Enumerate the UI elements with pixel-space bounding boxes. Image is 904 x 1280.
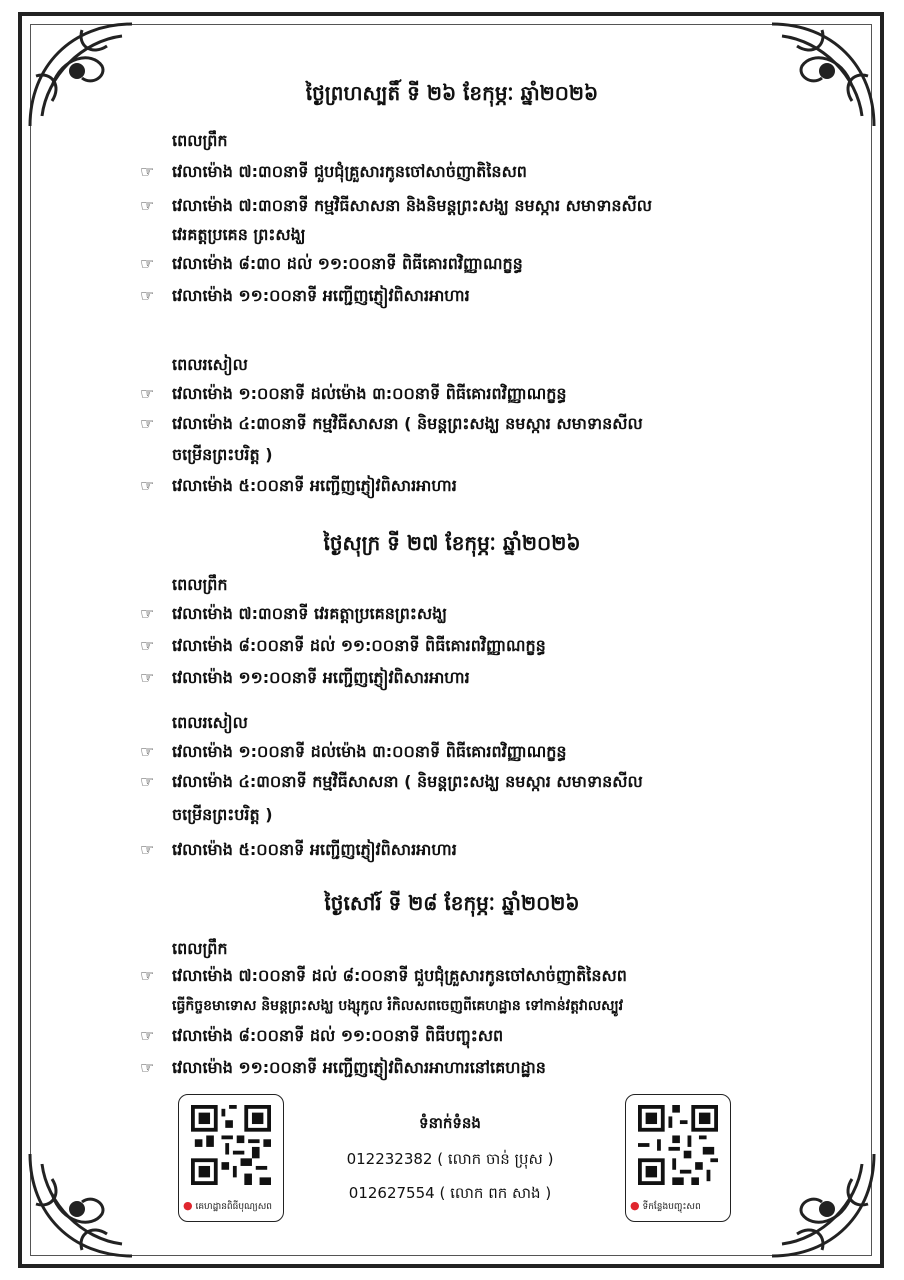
phone-number[interactable]: 012232382 xyxy=(346,1150,433,1168)
schedule-item: ☞ វេលាម៉ោង ១១:០០នាទី អញ្ជើញភ្ញៀវពិសារអាហារ xyxy=(140,282,840,310)
schedule-item: ☞ វេលាម៉ោង ៨:០០នាទី ដល់ ១១:០០នាទី ពិធីគោរពវិញ្ញាណក្ខន្ធ xyxy=(140,632,840,660)
contact-line xyxy=(330,1184,570,1206)
pointing-hand-icon: ☞ xyxy=(140,966,155,985)
pointing-hand-icon: ☞ xyxy=(140,414,155,433)
schedule-item: ☞ វេលាម៉ោង ១:០០នាទី ដល់ម៉ោង ៣:០០នាទី ពិធីគោរពវិញ្ញាណក្ខន្ធ xyxy=(140,738,840,766)
pointing-hand-icon: ☞ xyxy=(140,604,155,623)
pointing-hand-icon: ☞ xyxy=(140,1026,155,1045)
qr-code-card-home[interactable] xyxy=(178,1094,284,1222)
schedule-item-continuation: វេរគត្តប្រគេន ព្រះសង្ឃ xyxy=(172,225,306,244)
schedule-item: ☞ វេលាម៉ោង ៨:៣០ ដល់ ១១:០០នាទី ពិធីគោរពវិញ្ញាណក្ខន្ធ xyxy=(140,250,840,278)
schedule-item: ☞ វេលាម៉ោង ៥:០០នាទី អញ្ជើញភ្ញៀវពិសារអាហារ xyxy=(140,472,840,500)
pointing-hand-icon: ☞ xyxy=(140,742,155,761)
qr-code-icon[interactable] xyxy=(638,1105,718,1185)
schedule-item: ☞ វេលាម៉ោង ៧:៣០នាទី ជួបជុំគ្រួសារកូនចៅសាច់ញាតិនៃសព xyxy=(140,158,840,186)
schedule-item-continuation: ចម្រើនព្រះបរិត្ត ) xyxy=(172,805,273,824)
day-heading: ថ្ងៃព្រហស្បតិ៍ ទី ២៦ ខែកុម្ភៈ ឆ្នាំ២០២៦ xyxy=(305,81,599,105)
schedule-item-continuation: ធ្វើកិច្ចខមាទោស និមន្តព្រះសង្ឃ បង្សុកូល រំកិលសពចេញពីគេហដ្ឋាន ទៅកាន់វត្តវាលស្បូវ xyxy=(172,998,624,1014)
location-pin-icon: ● xyxy=(630,1199,640,1212)
qr-code-card-burial[interactable] xyxy=(625,1094,731,1222)
ornament-corner-icon xyxy=(762,1144,882,1264)
ornament-corner-icon xyxy=(762,16,882,136)
pointing-hand-icon: ☞ xyxy=(140,384,155,403)
contact-block xyxy=(330,1114,570,1206)
pointing-hand-icon: ☞ xyxy=(140,668,155,687)
schedule-item: ☞ វេលាម៉ោង ៤:៣០នាទី កម្មវិធីសាសនា ( និមន្តព្រះសង្ឃ នមស្ការ សមាទានសីល xyxy=(140,768,840,796)
contact-title: ទំនាក់ទំនង xyxy=(419,1114,481,1132)
ornament-corner-icon xyxy=(22,1144,142,1264)
schedule-item-continuation: ចម្រើនព្រះបរិត្ត ) xyxy=(172,445,273,464)
period-label-afternoon: ពេលរសៀល xyxy=(172,713,248,732)
schedule-item: ☞ វេលាម៉ោង ១១:០០នាទី អញ្ជើញភ្ញៀវពិសារអាហារ xyxy=(140,664,840,692)
pointing-hand-icon: ☞ xyxy=(140,772,155,791)
pointing-hand-icon: ☞ xyxy=(140,636,155,655)
contact-line xyxy=(330,1150,570,1172)
pointing-hand-icon: ☞ xyxy=(140,476,155,495)
schedule-item: ☞ វេលាម៉ោង ៤:៣០នាទី កម្មវិធីសាសនា ( និមន្តព្រះសង្ឃ នមស្ការ សមាទានសីល xyxy=(140,410,840,438)
ornament-corner-icon xyxy=(22,16,142,136)
period-label-afternoon: ពេលរសៀល xyxy=(172,355,248,374)
period-label-morning: ពេលព្រឹក xyxy=(172,575,228,594)
location-pin-icon: ● xyxy=(183,1199,193,1212)
schedule-item: ☞ វេលាម៉ោង ៧:០០នាទី ដល់ ៨:០០នាទី ជួបជុំគ្រួសារកូនចៅសាច់ញាតិនៃសព xyxy=(140,962,840,990)
schedule-item: ☞ វេលាម៉ោង ៥:០០នាទី អញ្ជើញភ្ញៀវពិសារអាហារ xyxy=(140,836,840,864)
schedule-item: ☞ វេលាម៉ោង ១១:០០នាទី អញ្ជើញភ្ញៀវពិសារអាហារនៅគេហដ្ឋាន xyxy=(140,1054,840,1082)
pointing-hand-icon: ☞ xyxy=(140,840,155,859)
pointing-hand-icon: ☞ xyxy=(140,1058,155,1077)
schedule-item: ☞ វេលាម៉ោង ៧:៣០នាទី វេរគត្តាប្រគេនព្រះសង្ឃ xyxy=(140,600,840,628)
pointing-hand-icon: ☞ xyxy=(140,254,155,273)
qr-code-icon[interactable] xyxy=(191,1105,271,1185)
qr-caption: ● គេហដ្ឋានពិធីបុណ្យសព xyxy=(183,1199,272,1212)
day-heading: ថ្ងៃសៅរ៍ ទី ២៨ ខែកុម្ភៈ ឆ្នាំ២០២៦ xyxy=(324,891,580,915)
schedule-item: ☞ វេលាម៉ោង ១:០០នាទី ដល់ម៉ោង ៣:០០នាទី ពិធីគោរពវិញ្ញាណក្ខន្ធ xyxy=(140,380,840,408)
qr-caption: ● ទីកន្លែងបញ្ចុះសព xyxy=(630,1199,701,1212)
period-label-morning: ពេលព្រឹក xyxy=(172,131,228,150)
pointing-hand-icon: ☞ xyxy=(140,286,155,305)
pointing-hand-icon: ☞ xyxy=(140,196,155,215)
schedule-item: ☞ វេលាម៉ោង ៨:០០នាទី ដល់ ១១:០០នាទី ពិធីបញ្ចុះសព xyxy=(140,1022,840,1050)
period-label-morning: ពេលព្រឹក xyxy=(172,939,228,958)
pointing-hand-icon: ☞ xyxy=(140,162,155,181)
phone-number[interactable]: 012627554 xyxy=(348,1184,435,1202)
day-heading: ថ្ងៃសុក្រ ទី ២៧ ខែកុម្ភៈ ឆ្នាំ២០២៦ xyxy=(323,531,581,555)
contact-name: ( លោក ចាន់ ប្រុស ) xyxy=(437,1150,554,1168)
contact-name: ( លោក ពក សាង ) xyxy=(439,1184,552,1202)
schedule-item: ☞ វេលាម៉ោង ៧:៣០នាទី កម្មវិធីសាសនា និងនិមន្តព្រះសង្ឃ នមស្ការ សមាទានសីល xyxy=(140,192,840,220)
